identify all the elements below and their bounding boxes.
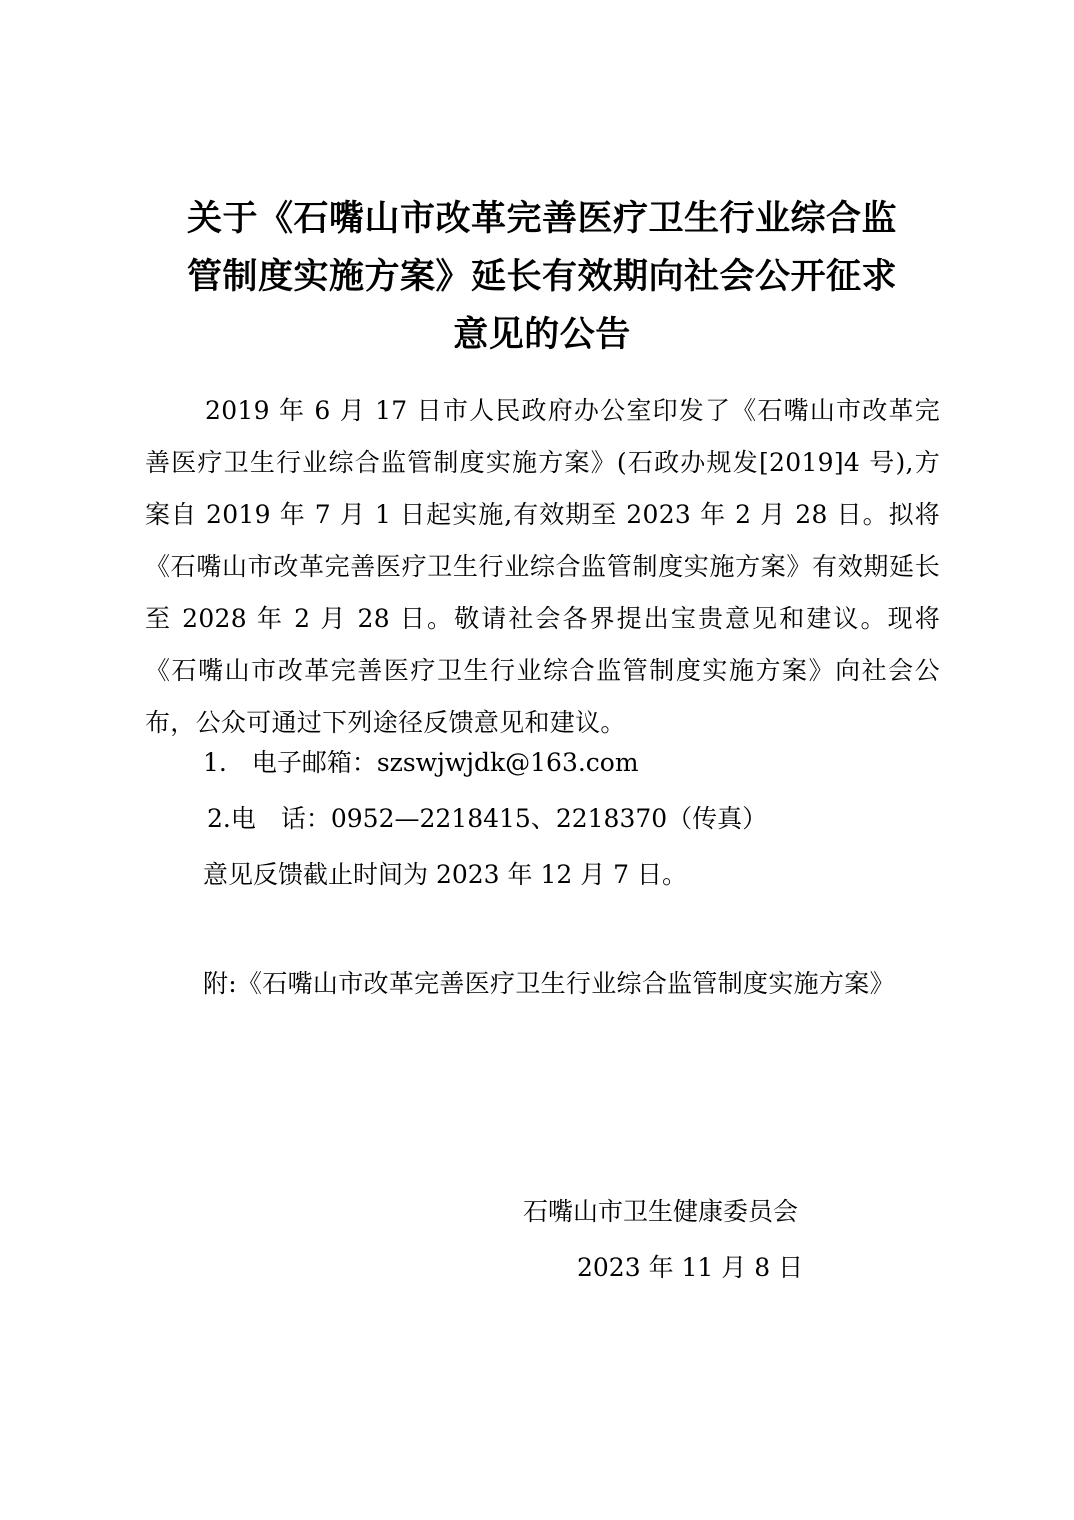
document-title [145,190,939,364]
signature-organization: 石嘴山市卫生健康委员会 [523,1197,799,1226]
signature-date: 2023 年 11 月 8 日 [577,1253,804,1282]
title-line-2: 管制度实施方案》延长有效期向社会公开征求 [186,257,897,297]
contact-email: 1. 电子邮箱：szswjwjdk@163.com [203,748,639,777]
attachment-note: 附:《石嘴山市改革完善医疗卫生行业综合监管制度实施方案》 [203,969,895,998]
title-line-3: 意见的公告 [453,315,631,355]
feedback-deadline: 意见反馈截止时间为 2023 年 12 月 7 日。 [203,860,688,889]
title-line-1: 关于《石嘴山市改革完善医疗卫生行业综合监 [186,199,897,239]
main-paragraph: 2019 年 6 月 17 日市人民政府办公室印发了《石嘴山市改革完善医疗卫生行业综合监管制度实施方案》(石政办规发[2019]4 号),方案自 2019 年 7 月 1 日起实施,有效期至 2023 年 2 月 28 日。拟将《石嘴山市改革完善医疗卫生行业综合监管制度实施方案》有效期延长至 2028 年 2 月 28 日。敬请社会各界提出宝贵意见和建议。现将《石嘴山市改革完善医疗卫生行业综合监管制度实施方案》向社会公布，公众可通过下列途径反馈意见和建议。 [145,396,940,737]
contact-phone: 2.电 话：0952—2218415、2218370（传真） [207,804,768,833]
